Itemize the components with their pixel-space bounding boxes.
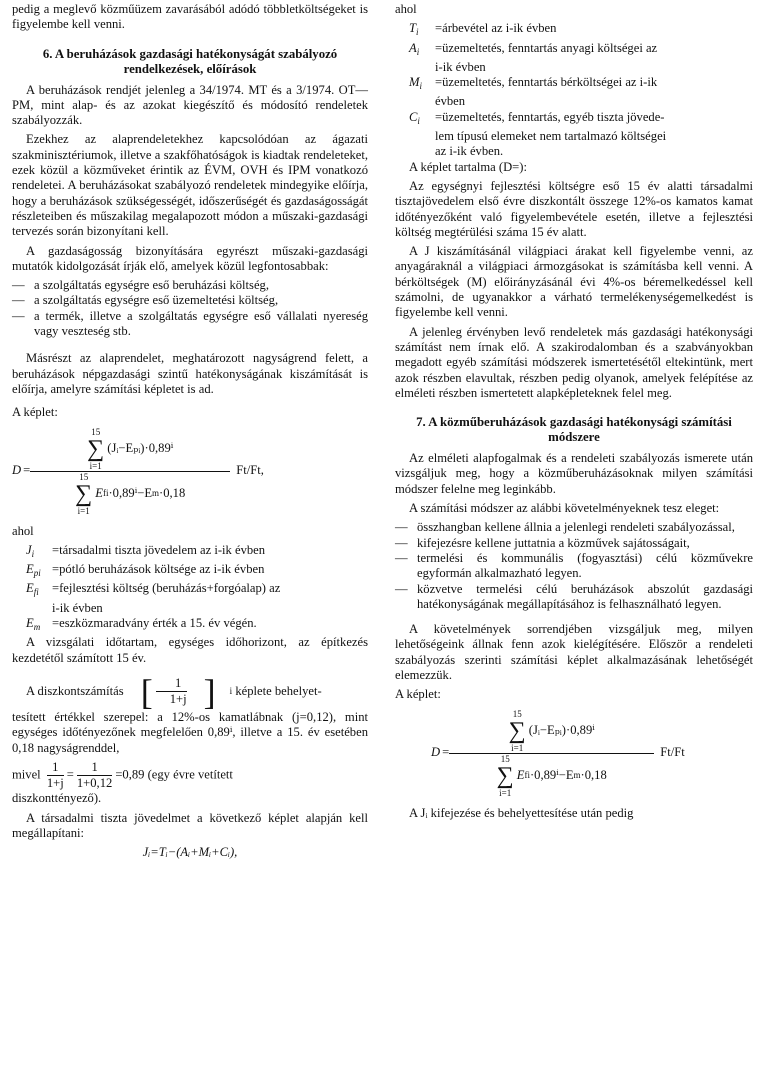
ahol-label: ahol [395, 2, 417, 16]
formula-label: A képlet: [395, 687, 441, 702]
paragraph: diszkonttényező). [12, 791, 102, 806]
paragraph: A társadalmi tiszta jövedelmet a következő képlet alapján kell megállapítani: [12, 810, 368, 840]
right-column: ahol $T_i$ =árbevétel az i-ik évben $A_i$ =üzemeltetés, fenntartás anyagi költségei az i-ik évben $M_i$ =üzemeltetés, fenntartás bérköltségei az i-ik évben $C_i$ =üzemeltetés, fenntartás, egyéb tiszta jövede- lem típusú elemeket nem tartalmazó költségei az i-ik évben. A képlet tartalma (D=): Az egységnyi fejlesztési költségre eső 15 év alatti társadalmi tisztajövedelem első évre diszkontált összege 12%-os kamatos kamat időtényezőként való figyelembevétele esetén, illetve a fejlesztési költség megtérülési száma 15 év alatt. A J kiszámításánál világpiaci árakat kell figyelembe venni, az anyagáraknál a világpiaci ármozgásokat is számításba kell venni. A bérköltségek (M) előirányzásánál évi 4%-os béremelkedéssel kell számolni, de ugyanakkor a várható termelékenységemelkedést is figyelembe kell venni. A jelenleg érvényben levő rendeletek más gazdasági hatékonysági számítást nem írnak elő. A szakirodalomban és a szabványokban megadott egyéb számítási módszerek ismertetésétől eltekintünk, mert azok részben elavultak, részben pedig olyanok, amelyek felépítése az elméleti részben ismertetett alapképleteknek felel meg. 7. A közműberuházások gazdasági hatékonysági számítási módszere Az elméleti alapfogalmak és a rendeleti szabályozás ismerete után vizsgáljuk meg, hogy a közműberuházásoknak milyen számítási módszer felelne meg leginkább. A számítási módszer az alábbi követelményeknek tesz eleget: — összhangban kellene állnia a jelenlegi rendeleti szabályozással, — kifejezésre kellene juttatnia a közművek sajátosságait, — termelési és kommunális (fogyasztási) célú közművekre egyformán alkalmazható legyen. — közvetve termelési célú beruházások abszolút gazdasági hatékonyságának megállapításához is felhasználható legyen. A követelmények sorrendjében vizsgáljuk meg, milyen lehetőségeink állnak fenn azok kielégítésére. Először a rendeleti szabályozás szerinti számítási képlet alkalmazásának lehetőségét elemezzük. A képlet: D = 15 ∑ i=1 (Jᵢ−Eₚᵢ)·0,89ⁱ 15 ∑ i=1 E fi ·0,89ⁱ−E m ·0,18 Ft/Ft A Jᵢ kifejezése és behelyettesítése után pedig [395, 2, 753, 820]
definition-M: $M_i$ =üzemeltetés, fenntartás bérköltségei az i-ik [409, 75, 658, 92]
section-heading-6: 6. A beruházások gazdasági hatékonyságát szabályozó rendelkezések, előírások [42, 46, 338, 76]
paragraph: Ezekhez az alaprendeletekhez kapcsolódóan az ágazati szakminisztériumok, illetve a szakfőhatóságok is kiadtak rendeleteket, ezek közül a közműveket érintik az ÉVM, OVH és IPM vonatkozó rendeletei. A beruházásokat szabályozó rendeletek mindegyike előírja, hogy a beruházások szükségességét, időszerűségét és gazdaságosságát részleteiben és műszakilag megalapozott módon a műszaki-gazdasági tervezés során bizonyítani kell. [12, 132, 368, 239]
paragraph: Az egységnyi fejlesztési költségre eső 15 év alatti társadalmi tisztajövedelem első évre diszkontált összege 12%-os kamatos kamat időtényezőként való figyelembevétele esetén, illetve a fejlesztési költség megtérülési száma 15 év alatt. [395, 178, 753, 239]
definition-Ep: $E_{pi}$ =pótló beruházások költsége az i-ik évben [26, 562, 265, 579]
paragraph: A gazdaságosság bizonyítására egyrészt műszaki-gazdasági mutatók kidolgozását írják elő, amelyek közül legfontosabbak: [12, 243, 368, 273]
formula-label: A képlet: [12, 405, 58, 420]
paragraph: A vizsgálati időtartam, egységes időhorizont, az építkezés kezdetétől számított 15 év. [12, 635, 368, 665]
definition-C: $C_i$ =üzemeltetés, fenntartás, egyéb tiszta jövede- [409, 109, 665, 126]
list-item: — a szolgáltatás egységre eső beruházási költség, [12, 278, 269, 293]
definition-T: $T_i$ =árbevétel az i-ik évben [409, 21, 557, 38]
paragraph: A számítási módszer az alábbi követelményeknek tesz eleget: [409, 501, 720, 516]
paragraph: A képlet tartalma (D=): [409, 159, 527, 174]
left-column: pedig a meglevő közműüzem zavarásából adódó többletköltségeket is figyelembe kell venni. 6. A beruházások gazdasági hatékonyságát szabályozó rendelkezések, előírások A beruházások rendjét jelenleg a 34/1974. MT és a 3/1974. OT—PM, mint alap- és az azokat kiegészítő és módosító rendeletek szabályozzák. Ezekhez az alaprendeletekhez kapcsolódóan az ágazati szakminisztériumok, illetve a szakfőhatóságok is kiadtak rendeleteket, ezek közül a közműveket érintik az ÉVM, OVH és IPM vonatkozó rendeletei. A beruházásokat szabályozó rendeletek mindegyike előírja, hogy a beruházások szükségességét, időszerűségét és gazdaságosságát részleteiben és műszakilag megalapozott módon a műszaki-gazdasági tervezés során bizonyítani kell. A gazdaságosság bizonyítására egyrészt műszaki-gazdasági mutatók kidolgozását írják elő, amelyek közül legfontosabbak: — a szolgáltatás egységre eső beruházási költség, — a szolgáltatás egységre eső üzemeltetési költség, — a termék, illetve a szolgáltatás egységre eső vállalati nyereség vagy veszteség stb. Másrészt az alaprendelet, meghatározott nagyságrend felett, a beruházások népgazdasági szintű hatékonyságának kiszámítását is előírja, amelyre számítási képletet is ad. A képlet: D = 15 ∑ i=1 (Jᵢ−Eₚᵢ)·0,89ⁱ 15 ∑ i=1 E fi ·0,89ⁱ−E m ·0,18 Ft/Ft, ahol $J_i$ =társadalmi tiszta jövedelem az i-ik évben $E_{pi}$ =pótló beruházások költsége az i-ik évben $E_{fi}$ =fejlesztési költség (beruházás+forgóalap) az i-ik évben $E_m$ =eszközmaradvány érték a 15. év végén. A vizsgálati időtartam, egységes időhorizont, az építkezés kezdetétől számított 15 év. A diszkontszámítás [ $\frac{1}{1+j}$ ] i képlete behelyet- tesített értékkel szerepel: a 12%-os kamatlábnak (j=0,12), mint egységes időtényezőnek megfelelően 0,89ⁱ, illetve a 15. év esetében 0,18 nagyságrenddel, mivel $\frac{1}{1+j}$ = $\frac{1}{1+0,12}$ =0,89 (egy évre vetített diszkonttényező). A társadalmi tiszta jövedelmet a következő képlet alapján kell megállapítani: Jᵢ=Tᵢ−(Aᵢ+Mᵢ+Cᵢ), [12, 2, 368, 860]
definition-Ef: $E_{fi}$ =fejlesztési költség (beruházás+forgóalap) az [26, 581, 281, 598]
paragraph: A J kiszámításánál világpiaci árakat kell figyelembe venni, az anyagáraknál a világpiaci ármozgásokat is számításba kell venni. A bérköltségek (M) előirányzásánál évi 4%-os béremelkedéssel kell számolni, de ugyanakkor a várható termelékenységemelkedést is figyelembe kell venni. [395, 244, 753, 320]
formula-D-right: D = 15 ∑ i=1 (Jᵢ−Eₚᵢ)·0,89ⁱ 15 ∑ i=1 E fi ·0,89ⁱ−E m ·0,18 Ft/Ft [431, 708, 685, 798]
paragraph: A jelenleg érvényben levő rendeletek más gazdasági hatékonysági számítást nem írnak elő. A szakirodalomban és a szabványokban megadott egyéb számítási módszerek ismertetésétől eltekintünk, mert azok részben elavultak, részben pedig olyanok, amelyek felépítése az elméleti részben ismertetett alapképleteknek felel meg. [395, 324, 753, 400]
definition-J: $J_i$ =társadalmi tiszta jövedelem az i-ik évben [26, 542, 266, 559]
paragraph: pedig a meglevő közműüzem zavarásából adódó többletköltségeket is figyelembe kell venni. [12, 2, 368, 32]
ahol-label: ahol [12, 523, 34, 538]
formula-J: Jᵢ=Tᵢ−(Aᵢ+Mᵢ+Cᵢ), [142, 845, 238, 860]
paragraph: A követelmények sorrendjében vizsgáljuk meg, milyen lehetőségeink állnak fenn azok kielégítésére. Először a rendeleti szabályozás szerinti számítási képlet alkalmazásának lehetőségét elemezzük. [395, 622, 753, 682]
discount-line: A diszkontszámítás [ $\frac{1}{1+j}$ ] i képlete behelyet- [26, 671, 322, 712]
section-heading-7: 7. A közműberuházások gazdasági hatékonysági számítási módszere [416, 415, 732, 445]
mivel-line: mivel $\frac{1}{1+j}$ = $\frac{1}{1+0,12}$ =0,89 (egy évre vetített [12, 759, 233, 791]
paragraph: tesített értékkel szerepel: a 12%-os kamatlábnak (j=0,12), mint egységes időtényezőnek megfelelően 0,89ⁱ, illetve a 15. év esetében 0,18 nagyságrenddel, [12, 709, 368, 755]
paragraph: A beruházások rendjét jelenleg a 34/1974. MT és a 3/1974. OT—PM, mint alap- és az azokat kiegészítő és módosító rendeletek szabályozzák. [12, 82, 368, 128]
paragraph: A Jᵢ kifejezése és behelyettesítése után pedig [409, 805, 634, 820]
list-item: — összhangban kellene állnia a jelenlegi rendeleti szabályozással, [395, 520, 735, 535]
definition-Em: $E_m$ =eszközmaradvány érték a 15. év végén. [26, 616, 257, 633]
list-item: — közvetve termelési célú beruházások abszolút gazdasági hatékonyságának megállapításához is felhasználható legyen. [395, 581, 753, 611]
paragraph: Másrészt az alaprendelet, meghatározott nagyságrend felett, a beruházások népgazdasági szintű hatékonyságának kiszámítását is előírja, amelyre számítási képletet is ad. [12, 351, 368, 396]
formula-D: D = 15 ∑ i=1 (Jᵢ−Eₚᵢ)·0,89ⁱ 15 ∑ i=1 E fi ·0,89ⁱ−E m ·0,18 Ft/Ft, [12, 426, 264, 516]
list-item: — a termék, illetve a szolgáltatás egységre eső vállalati nyereség vagy veszteség stb. [12, 308, 368, 339]
list-item: — termelési és kommunális (fogyasztási) célú közművekre egyformán alkalmazható legyen. [395, 550, 753, 581]
definition-A: $A_i$ =üzemeltetés, fenntartás anyagi költségei az [409, 40, 658, 57]
list-item: — a szolgáltatás egységre eső üzemeltetési költség, [12, 293, 279, 308]
list-item: — kifejezésre kellene juttatnia a közművek sajátosságait, [395, 535, 690, 550]
paragraph: Az elméleti alapfogalmak és a rendeleti szabályozás ismerete után vizsgáljuk meg, hogy a közműberuházásoknak milyen számítási módszer felelne meg leginkább. [395, 451, 753, 496]
